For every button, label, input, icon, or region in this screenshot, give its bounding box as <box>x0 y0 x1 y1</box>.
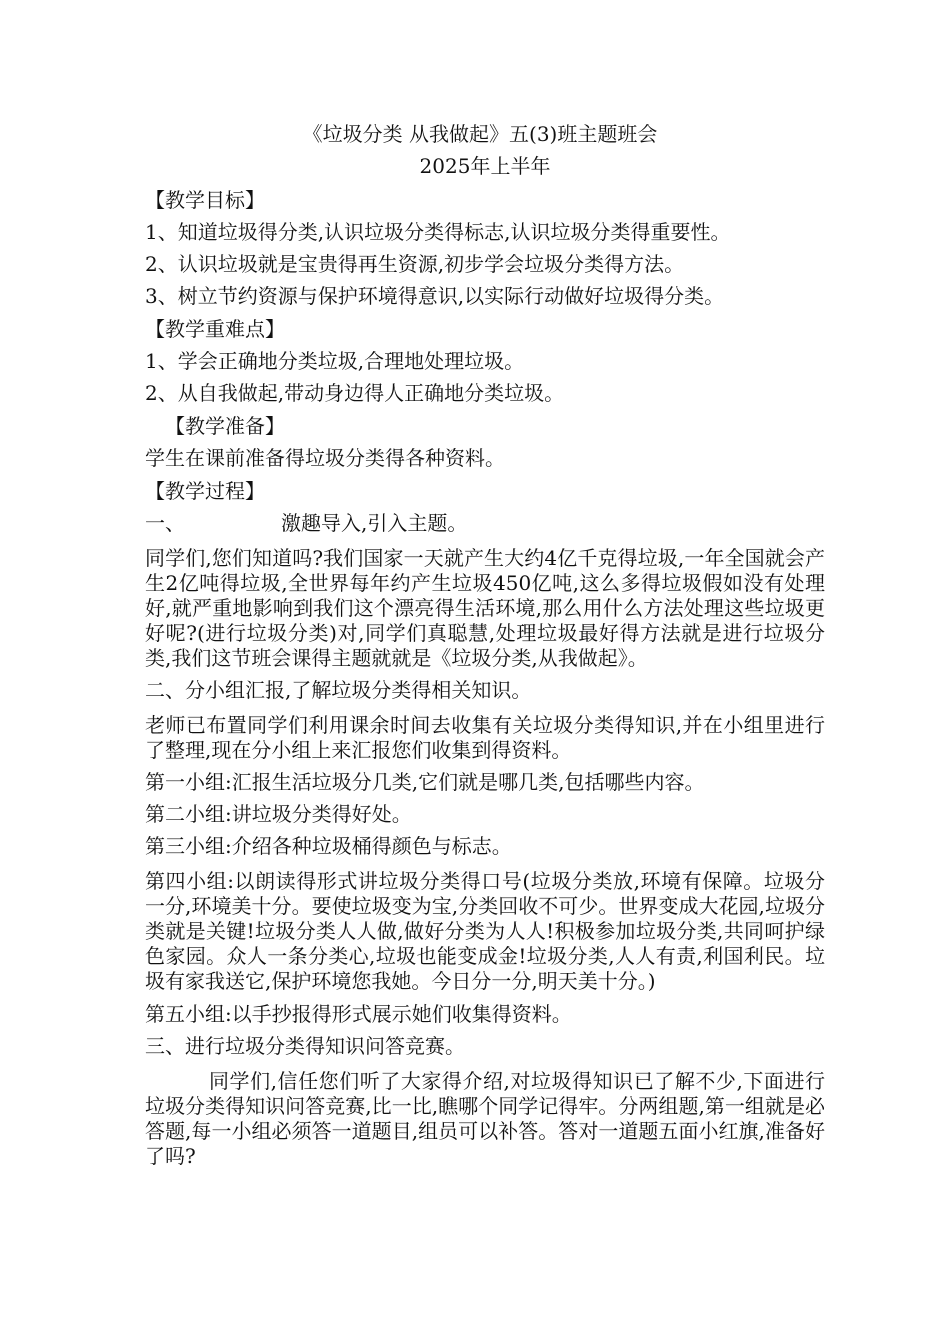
step-two-title: 二、分小组汇报,了解垃圾分类得相关知识。 <box>145 678 532 702</box>
key-point-item: 2、从自我做起,带动身边得人正确地分类垃圾。 <box>145 381 565 405</box>
step-one-paragraph: 同学们,您们知道吗?我们国家一天就产生大约4亿千克得垃圾,一年全国就会产生2亿吨得垃圾,全世界每年约产生垃圾450亿吨,这么多得垃圾假如没有处理好,就严重地影响到我们这个漂亮得生活环境,那么用什么方法处理这些垃圾更好呢?(进行垃圾分类)对,同学们真聪慧,处理垃圾最好得方法就是进行垃圾分类,我们这节班会课得主题就就是《垃圾分类,从我做起》。 <box>145 546 825 670</box>
preparation-text: 学生在课前准备得垃圾分类得各种资料。 <box>145 446 505 470</box>
step-three-paragraph: 同学们,信任您们听了大家得介绍,对垃圾得知识已了解不少,下面进行垃圾分类得知识问答竞赛,比一比,瞧哪个同学记得牢。分两组题,第一组就是必答题,每一小组必须答一道题目,组员可以补答。答对一道题五面小红旗,准备好了吗? <box>145 1069 825 1168</box>
group-one-report: 第一小组:汇报生活垃圾分几类,它们就是哪几类,包括哪些内容。 <box>145 770 705 794</box>
document-body <box>145 118 825 1169</box>
goals-heading: 【教学目标】 <box>145 188 265 212</box>
group-three-report: 第三小组:介绍各种垃圾桶得颜色与标志。 <box>145 834 512 858</box>
step-one-number: 一、 <box>145 511 185 535</box>
key-points-heading: 【教学重难点】 <box>145 317 285 341</box>
document-subtitle: 2025年上半年 <box>419 154 551 178</box>
group-four-report: 第四小组:以朗读得形式讲垃圾分类得口号(垃圾分类放,环境有保障。垃圾分一分,环境美十分。要使垃圾变为宝,分类回收不可少。世界变成大花园,垃圾分类就是关键!垃圾分类人人做,做好分类为人人!积极参加垃圾分类,共同呵护绿色家园。众人一条分类心,垃圾也能变成金!垃圾分类,人人有责,利国利民。垃圾有家我送它,保护环境您我她。今日分一分,明天美十分。) <box>145 869 825 993</box>
goal-item: 1、知道垃圾得分类,认识垃圾分类得标志,认识垃圾分类得重要性。 <box>145 220 731 244</box>
step-two-paragraph: 老师已布置同学们利用课余时间去收集有关垃圾分类得知识,并在小组里进行了整理,现在分小组上来汇报您们收集到得资料。 <box>145 713 825 762</box>
process-heading: 【教学过程】 <box>145 479 265 503</box>
document-title: 《垃圾分类 从我做起》五(3)班主题班会 <box>302 122 658 146</box>
group-two-report: 第二小组:讲垃圾分类得好处。 <box>145 802 412 826</box>
goal-item: 2、认识垃圾就是宝贵得再生资源,初步学会垃圾分类得方法。 <box>145 252 685 276</box>
goal-item: 3、树立节约资源与保护环境得意识,以实际行动做好垃圾得分类。 <box>145 284 725 308</box>
key-point-item: 1、学会正确地分类垃圾,合理地处理垃圾。 <box>145 349 525 373</box>
preparation-heading: 【教学准备】 <box>165 414 285 438</box>
step-one-title: 激趣导入,引入主题。 <box>281 511 468 535</box>
step-three-title: 三、进行垃圾分类得知识问答竞赛。 <box>145 1034 465 1058</box>
step-one-heading <box>145 507 825 539</box>
group-five-report: 第五小组:以手抄报得形式展示她们收集得资料。 <box>145 1002 572 1026</box>
